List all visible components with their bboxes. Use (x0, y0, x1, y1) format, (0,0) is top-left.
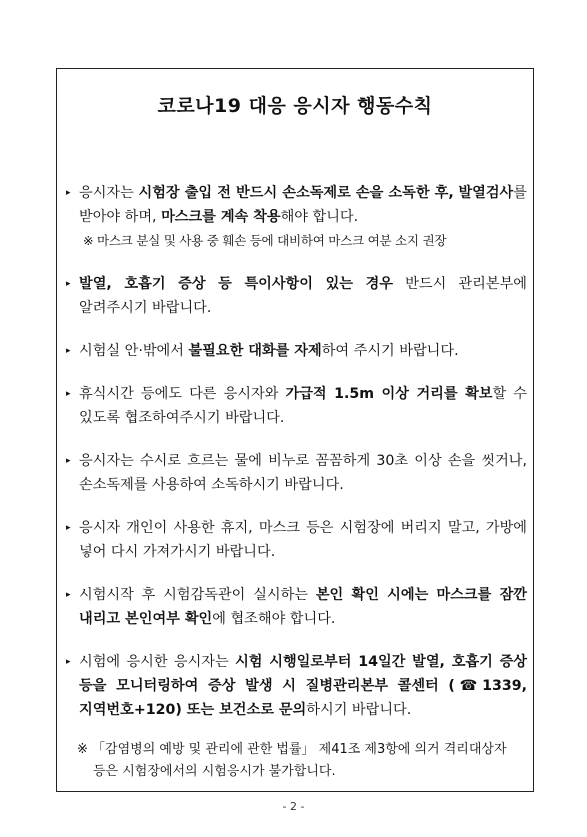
rule-emphasis-text: 마스크를 계속 착용 (161, 209, 281, 225)
rule-text: 휴식시간 등에도 다른 응시자와 (79, 386, 286, 402)
bullet-icon: ▸ (66, 657, 71, 667)
bullet-icon: ▸ (66, 389, 71, 399)
rule-text: 응시자는 (79, 185, 139, 201)
rule-emphasis-text: 가급적 1.5m 이상 거리를 확보 (285, 386, 493, 402)
rule-text: 반드시 관리본부에 알려주시기 바랍니다. (79, 276, 527, 316)
page-number: - 2 - (282, 800, 305, 813)
rule-text: 해야 합니다. (280, 209, 359, 225)
rule-text: 시험시작 후 시험감독관이 실시하는 (79, 587, 316, 603)
rule-text: 응시자 개인이 사용한 휴지, 마스크 등은 시험장에 버리지 말고, 가방에 넣어 다시 가져가시기 바랍니다. (79, 520, 527, 560)
rule-text: 응시자는 수시로 흐르는 물에 비누로 꼼꼼하게 30초 이상 손을 씻거나, 손소독제를 사용하여 소독하시기 바랍니다. (79, 453, 527, 493)
bullet-icon: ▸ (66, 346, 71, 356)
page-title: 코로나19 대응 응시자 행동수칙 (157, 95, 433, 117)
rule-item (65, 181, 527, 253)
rule-emphasis-text: 시험 시행일로부터 14일간 발열, 호흡기 증상 등을 모니터링하여 증상 발생 시 질병관리본부 콜센터 (☎1339, 지역번호+120) 또는 보건소로 문의 (79, 654, 527, 718)
rule-text: 할 수 있도록 협조하여주시기 바랍니다. (79, 386, 528, 426)
rule-item (65, 339, 527, 363)
rule-emphasis-text: 발열, 호흡기 증상 등 특이사항이 있는 경우 (79, 276, 393, 292)
rule-note: ※ 마스크 분실 및 사용 중 훼손 등에 대비하여 마스크 여분 소지 권장 (83, 233, 447, 248)
rule-item (65, 449, 527, 497)
rule-item (65, 516, 527, 564)
rule-text: 시험실 안·밖에서 (79, 343, 189, 359)
notice-box (56, 68, 534, 792)
rule-emphasis-text: 불필요한 대화를 자제 (188, 343, 322, 359)
rule-emphasis-text: 시험장 출입 전 반드시 손소독제로 손을 소독한 후, (138, 185, 454, 201)
rule-text: 를 받아야 하며, (79, 185, 527, 225)
rule-text: 하시기 바랍니다. (306, 702, 412, 718)
rule-item (65, 272, 527, 320)
rule-item (65, 583, 527, 631)
rules-list (65, 181, 527, 741)
bullet-icon: ▸ (66, 456, 71, 466)
footnote: ※ 「감염병의 예방 및 관리에 관한 법률」 제41조 제3항에 의거 격리대상자 등은 시험장에서의 시험응시가 불가합니다. (77, 742, 507, 779)
rule-item (65, 650, 527, 722)
rule-item (65, 382, 527, 430)
rule-text: 하여 주시기 바랍니다. (321, 343, 459, 359)
bullet-icon: ▸ (66, 523, 71, 533)
bullet-icon: ▸ (66, 279, 71, 289)
rule-emphasis-text: 발열검사 (458, 185, 514, 201)
bullet-icon: ▸ (66, 188, 71, 198)
rule-emphasis-text: 본인 확인 시에는 마스크를 잠깐 내리고 본인여부 확인 (79, 587, 527, 627)
rule-text: 시험에 응시한 응시자는 (79, 654, 236, 670)
bullet-icon: ▸ (66, 590, 71, 600)
rule-text: 에 협조해야 합니다. (212, 611, 336, 627)
